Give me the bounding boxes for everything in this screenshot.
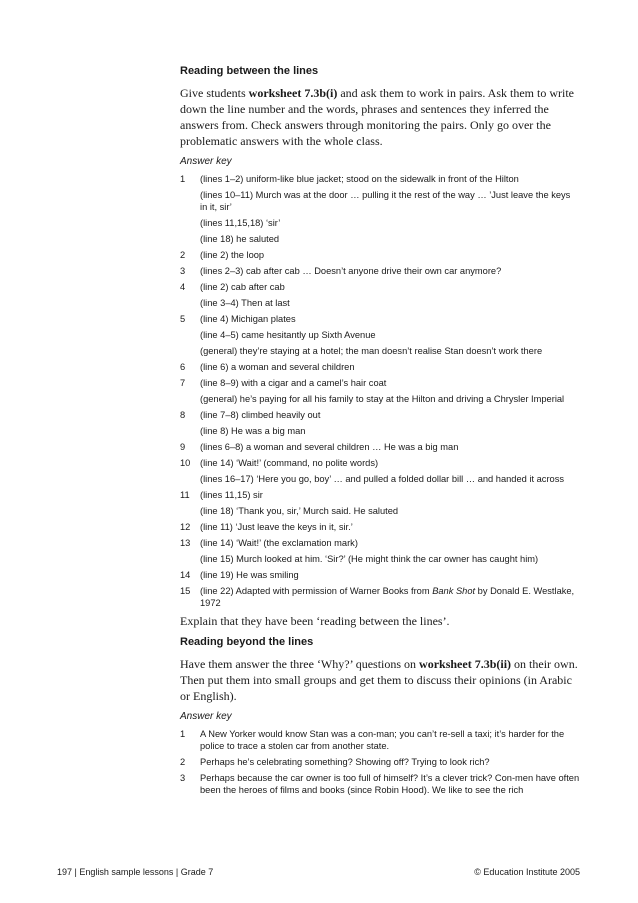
- instruction-paragraph: [180, 656, 580, 704]
- answer-text: Perhaps because the car owner is too full of himself? It’s a clever trick? Con-men have often been the heroes of films and books (since Robin Hood). We like to see the rich: [200, 773, 580, 795]
- answer-number: 5: [180, 314, 186, 324]
- answer-key-label: Answer key: [180, 156, 232, 167]
- answer-text: (lines 16–17) ‘Here you go, boy’ … and pulled a folded dollar bill … and handed it across: [200, 474, 565, 484]
- answer-text: (line 8) He was a big man: [200, 426, 306, 436]
- answer-number: 15: [180, 586, 191, 596]
- answer-line: [180, 505, 580, 517]
- section-heading: Reading between the lines: [180, 65, 319, 77]
- answer-line: [180, 281, 580, 293]
- answer-line: [180, 425, 580, 437]
- answer-number: 10: [180, 458, 191, 468]
- answer-text: (lines 6–8) a woman and several children … He was a big man: [200, 442, 459, 452]
- answer-text: (general) they’re staying at a hotel; the man doesn’t realise Stan doesn’t work there: [200, 346, 543, 356]
- answer-text: (lines 1–2) uniform-like blue jacket; stood on the sidewalk in front of the Hilton: [200, 174, 519, 184]
- main-content: [180, 64, 580, 800]
- answer-text: (line 18) he saluted: [200, 234, 280, 244]
- answer-text: (line 18) ‘Thank you, sir,’ Murch said. He saluted: [200, 506, 399, 516]
- instruction-text: on their own. Then put them into small groups and get them to discuss their opinions (in Arabic or English).: [180, 657, 578, 703]
- answer-line: [180, 249, 580, 261]
- instruction-text: Give students: [180, 86, 249, 100]
- answer-line: [180, 728, 580, 752]
- answer-number: 3: [180, 266, 186, 276]
- answer-text: (line 2) the loop: [200, 250, 265, 260]
- answer-text: (lines 10–11) Murch was at the door … pulling it the rest of the way … ’Just leave the keys in it, sir’: [200, 190, 571, 212]
- answer-list: [180, 173, 580, 609]
- answer-line: [180, 489, 580, 501]
- answer-text: (lines 11,15) sir: [200, 490, 263, 500]
- answer-text: (line 22) Adapted with permission of Warner Books from: [200, 586, 433, 596]
- answer-line: [180, 265, 580, 277]
- answer-text: (line 14) ‘Wait!’ (command, no polite words): [200, 458, 379, 468]
- answer-list: [180, 728, 580, 796]
- answer-line: [180, 553, 580, 565]
- answer-line: [180, 756, 580, 768]
- answer-line: [180, 521, 580, 533]
- answer-line: [180, 441, 580, 453]
- answer-line: [180, 377, 580, 389]
- answer-line: [180, 569, 580, 581]
- worksheet-reference: worksheet 7.3b(i): [248, 86, 338, 100]
- answer-number: 3: [180, 773, 186, 783]
- answer-number: 2: [180, 757, 186, 767]
- answer-text: A New Yorker would know Stan was a con-man; you can’t re-sell a taxi; it’s harder for the police to trace a stolen car from another state.: [200, 729, 565, 751]
- answer-number: 2: [180, 250, 186, 260]
- answer-text: by Donald E. Westlake, 1972: [200, 586, 575, 608]
- answer-text: (line 14) ‘Wait!’ (the exclamation mark): [200, 538, 358, 548]
- answer-key-label: Answer key: [180, 711, 232, 722]
- answer-number: 11: [180, 490, 190, 500]
- answer-text: (line 15) Murch looked at him. ‘Sir?’ (He might think the car owner has caught him): [200, 554, 539, 564]
- answer-text: (lines 2–3) cab after cab … Doesn’t anyone drive their own car anymore?: [200, 266, 502, 276]
- answer-line: [180, 233, 580, 245]
- answer-line: [180, 189, 580, 213]
- book-title: Bank Shot: [432, 586, 476, 596]
- answer-line: [180, 393, 580, 405]
- answer-line: [180, 473, 580, 485]
- answer-line: [180, 173, 580, 185]
- answer-line: [180, 537, 580, 549]
- answer-text: (line 7–8) climbed heavily out: [200, 410, 321, 420]
- answer-number: 6: [180, 362, 186, 372]
- answer-text: (line 3–4) Then at last: [200, 298, 290, 308]
- answer-text: (lines 11,15,18) ‘sir’: [200, 218, 281, 228]
- answer-text: (line 4–5) came hesitantly up Sixth Avenue: [200, 330, 376, 340]
- explanation-paragraph: Explain that they have been ‘reading between the lines’.: [180, 614, 450, 628]
- section-heading: Reading beyond the lines: [180, 636, 314, 648]
- instruction-text: and ask them to work in pairs. Ask them to write down the line number and the words, phrases and sentences they inferred the answers from. Check answers through monitoring the pairs. Only go over the problematic answers with the whole class.: [180, 86, 574, 148]
- answer-text: (line 11) ‘Just leave the keys in it, sir.’: [200, 522, 353, 532]
- answer-number: 12: [180, 522, 191, 532]
- footer-page-info: 197 | English sample lessons | Grade 7: [57, 867, 214, 877]
- footer-copyright: © Education Institute 2005: [474, 867, 580, 877]
- answer-text: (line 4) Michigan plates: [200, 314, 296, 324]
- answer-line: [180, 772, 580, 796]
- answer-line: [180, 345, 580, 357]
- answer-number: 7: [180, 378, 186, 388]
- worksheet-reference: worksheet 7.3b(ii): [419, 657, 512, 671]
- instruction-paragraph: [180, 85, 580, 149]
- answer-text: (line 2) cab after cab: [200, 282, 285, 292]
- answer-number: 9: [180, 442, 186, 452]
- answer-line: [180, 297, 580, 309]
- answer-number: 8: [180, 410, 186, 420]
- answer-line: [180, 457, 580, 469]
- answer-line: [180, 585, 580, 609]
- answer-number: 13: [180, 538, 191, 548]
- answer-number: 4: [180, 282, 186, 292]
- answer-number: 14: [180, 570, 191, 580]
- answer-text: (general) he’s paying for all his family to stay at the Hilton and driving a Chrysler Imperial: [200, 394, 565, 404]
- answer-text: Perhaps he’s celebrating something? Showing off? Trying to look rich?: [200, 757, 490, 767]
- answer-line: [180, 361, 580, 373]
- answer-line: [180, 409, 580, 421]
- answer-number: 1: [180, 729, 186, 739]
- answer-line: [180, 313, 580, 325]
- answer-number: 1: [180, 174, 186, 184]
- answer-text: (line 8–9) with a cigar and a camel’s hair coat: [200, 378, 387, 388]
- instruction-text: Have them answer the three ‘Why?’ questions on: [180, 657, 420, 671]
- answer-line: [180, 329, 580, 341]
- answer-line: [180, 217, 580, 229]
- answer-text: (line 19) He was smiling: [200, 570, 299, 580]
- answer-text: (line 6) a woman and several children: [200, 362, 355, 372]
